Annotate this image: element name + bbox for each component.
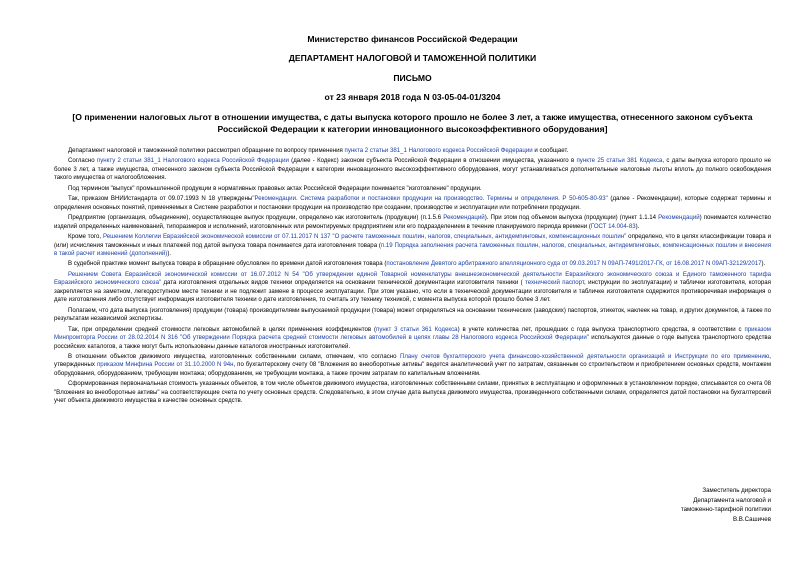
paragraph-text: (далее - Кодекс) законом субъекта Российской Федерации в отношении имущества, указанного в [288, 157, 577, 165]
paragraph-text: Под термином "выпуск" промышленной продукции в нормативных правовых актах Российской Федерации понимается "изготовление" продукции. [68, 184, 482, 192]
paragraph-text: Так, при определении средней стоимости легковых автомобилей в целях применения коэффициентов ( [68, 325, 377, 333]
document-reference-link[interactable]: пункт 3 статьи 361 Кодекса [376, 325, 458, 333]
body-paragraph [54, 353, 771, 378]
paragraph-text: Кроме того, [68, 233, 103, 241]
document-reference-link[interactable]: Решением Коллегии Евразийской экономической комиссии от 07.11.2017 N 137 "О расчете таможенных пошлин, налогов, специальных, антидемпинговых, компенсационных пошлин" [103, 233, 627, 241]
department-heading: ДЕПАРТАМЕНТ НАЛОГОВОЙ И ТАМОЖЕННОЙ ПОЛИТИКИ [288, 53, 537, 63]
body-paragraph [54, 233, 771, 258]
signature-block [681, 486, 771, 524]
paragraph-text: определено, что в целях классификации товара и (или) исчисления таможенных и иных платежей под датой выпуска товара понимается дата изготовления товара ( [54, 233, 772, 249]
document-type: ПИСЬМО [393, 73, 432, 83]
document-body [54, 147, 771, 406]
document-reference-link[interactable]: ГОСТ 14.004-83 [590, 222, 636, 230]
document-reference-link[interactable]: Решением Совета Евразийской экономической комиссии от 16.07.2012 N 54 "Об утверждении единой Товарной номенклатуры внешнеэкономической деятельности Евразийского экономического союза и Единого таможенного тарифа Евразийского экономического союза" [54, 270, 771, 287]
body-paragraph [54, 214, 771, 231]
signer-department-line-2: таможенно-тарифной политики [680, 506, 771, 514]
paragraph-text: , утвержденных [54, 352, 771, 369]
body-paragraph [54, 260, 771, 268]
document-date-number: от 23 января 2018 года N 03-05-04-01/3204 [324, 92, 501, 102]
paragraph-text: ). [761, 260, 766, 268]
body-paragraph [54, 271, 771, 305]
body-paragraph [54, 380, 771, 405]
signer-position: Заместитель директора [702, 487, 771, 494]
paragraph-text: ) в учете количества лет, прошедших с года выпуска транспортного средства, в соответствии с [457, 325, 745, 333]
paragraph-text: (далее - Рекомендации), которые содержат термины и определения основных понятий, применяемых в Системе разработки и постановки продукции на производство при создании, производстве и эксплуатации или потреблении продукции. [54, 195, 771, 211]
body-paragraph [54, 157, 771, 182]
paragraph-text: ). [167, 249, 172, 257]
body-paragraph [54, 185, 771, 193]
document-reference-link[interactable]: технический паспорт [525, 279, 585, 287]
signer-name: В.В.Сашичев [732, 515, 771, 523]
signer-department-line-1: Департамента налоговой и [693, 496, 771, 504]
paragraph-text: В судебной практике момент выпуска товара в обращение обусловлен по времени датой изготовления товара ( [68, 260, 387, 268]
document-reference-link[interactable]: Рекомендаций [443, 214, 485, 222]
document-reference-link[interactable]: приказом Минфина России от 31.10.2000 N 94н [96, 361, 234, 369]
paragraph-text: Согласно [68, 157, 97, 165]
document-reference-link[interactable]: пункту 2 статьи 381_1 Налогового кодекса Российской Федерации [96, 157, 289, 165]
document-reference-link[interactable]: постановление Девятого арбитражного апелляционного суда от 09.03.2017 N 09АП-7491/2017-ГК, от 16.08.2017 N 09АП-32129/2017 [386, 260, 762, 268]
document-reference-link[interactable]: Рекомендаций [658, 214, 700, 222]
paragraph-text: и сообщает. [532, 147, 569, 154]
paragraph-text: ) понимается количество изделий определенных наименований, типоразмеров и исполнений, изготовленных или ремонтируемых предприятием или его подразделением в течение планируемого периода времени ( [54, 214, 772, 230]
document-reference-link[interactable]: "Рекомендации. Система разработки и постановки продукции на производство. Термины и определения. Р 50-605-80-93" [252, 195, 608, 203]
paragraph-text: В отношении объектов движимого имущества, изготовленных собственными силами, отмечаем, что согласно [68, 352, 400, 360]
document-reference-link[interactable]: пункта 2 статьи 381_1 Налогового кодекса Российской Федерации [344, 147, 533, 154]
paragraph-text: дата изготовления отдельных видов техники определяется на основании технической документации изготовителя техники ( [161, 279, 526, 287]
paragraph-text: , по бухгалтерскому счету 08 "Вложения во внеоборотные активы" ведется аналитический учет по затратам, связанным со строительством и приобретением основных средств, монтажем оборудования, оборудованием, требующим монтажа; оборудованием, не требующим монтажа, а также прочим затратам по капитальным вложениям. [54, 361, 772, 377]
paragraph-text: Сформированная первоначальная стоимость указанных объектов, в том числе объектов движимого имущества, изготовленных собственными силами, принятых в эксплуатацию и оформленных в установленном порядке, списывается со счета 08 "Вложения во внеоборотные активы" на соответствующие счета по учету основных средств. Следовательно, в этом случае дата выпуска движимого имущества, произведенного собственными силами, определяется датой постановки на бухгалтерский учет объекта движимого имущества в качестве основных средств. [54, 380, 771, 405]
paragraph-text: ). [635, 222, 640, 230]
document-reference-link[interactable]: приказом Минпромторга России от 28.02.2014 N 316 "Об утверждении Порядка расчета средней стоимости легковых автомобилей в целях главы 28 Налогового кодекса Российской Федерации" [54, 325, 771, 342]
document-subject: [О применении налоговых льгот в отношении имущества, с даты выпуска которого прошло не более 3 лет, а также имущества, отнесенного законом субъекта Российской Федерации к категории инновационного высокоэффективного оборудования] [72, 112, 753, 134]
paragraph-text: Так, приказом ВНИИстандарта от 09.07.1993 N 18 утверждены [68, 195, 253, 203]
paragraph-text: , инструкции по эксплуатации) и таблички изготовителя, которая закрепляется на заметном, легкодоступном месте техники и не подлежит замене в процессе эксплуатации. При этом указано, что если в технической документации изготовителя и табличке изготовителя содержится противоречивая информация о дате изготовления либо отсутствует информация изготовителя техники о дате изготовления, то считать эту технику техникой, с момента выпуска которой прошло более 3 лет. [54, 279, 771, 304]
paragraph-text: используются данные о годе выпуска транспортного средства российских каталогов, а также могут быть использованы данные каталогов иностранных изготовителей. [54, 334, 771, 350]
body-paragraph [54, 147, 771, 155]
paragraph-text: Полагаем, что дата выпуска (изготовления) продукции (товара) производителями выпускаемой продукции (товара) может определяться на основании технических (заводских) паспортов, этикеток, наклеек на товар, и других документов, а также по результатам независимой экспертизы. [54, 306, 771, 323]
paragraph-text: ). При этом под объемом выпуска (продукции) (пункт 1.1.14 [484, 214, 659, 222]
ministry-heading: Министерство финансов Российской Федерации [307, 34, 518, 44]
document-reference-link[interactable]: пункте 25 статьи 381 Кодекса [576, 157, 663, 165]
body-paragraph [54, 195, 771, 212]
document-reference-link[interactable]: п.19 Порядка заполнения расчета таможенных пошлин, налогов, специальных, антидемпинговых, компенсационных пошлин и внесения в такой расчет изменений (дополнений) [54, 241, 771, 257]
document-reference-link[interactable]: Плану счетов бухгалтерского учета финансово-хозяйственной деятельности организаций и Инструкции по его применению [399, 352, 770, 360]
paragraph-text: , с даты выпуска которого прошло не более 3 лет, а также имущества, отнесенного законом субъекта Российской Федерации к категории инновационного высокоэффективного оборудования, могут устанавливаться дополнительные налоговые льготы вплоть до полного освобождения такого имущества от налогообложения. [54, 157, 771, 182]
body-paragraph [54, 326, 771, 351]
body-paragraph [54, 307, 771, 324]
paragraph-text: Департамент налоговой и таможенной политики рассмотрел обращение по вопросу применения [68, 147, 345, 154]
paragraph-text: Предприятие (организация, объединение), осуществляющее выпуск продукции, определено как изготовитель (продукции) (п.1.5.6 [68, 214, 444, 222]
